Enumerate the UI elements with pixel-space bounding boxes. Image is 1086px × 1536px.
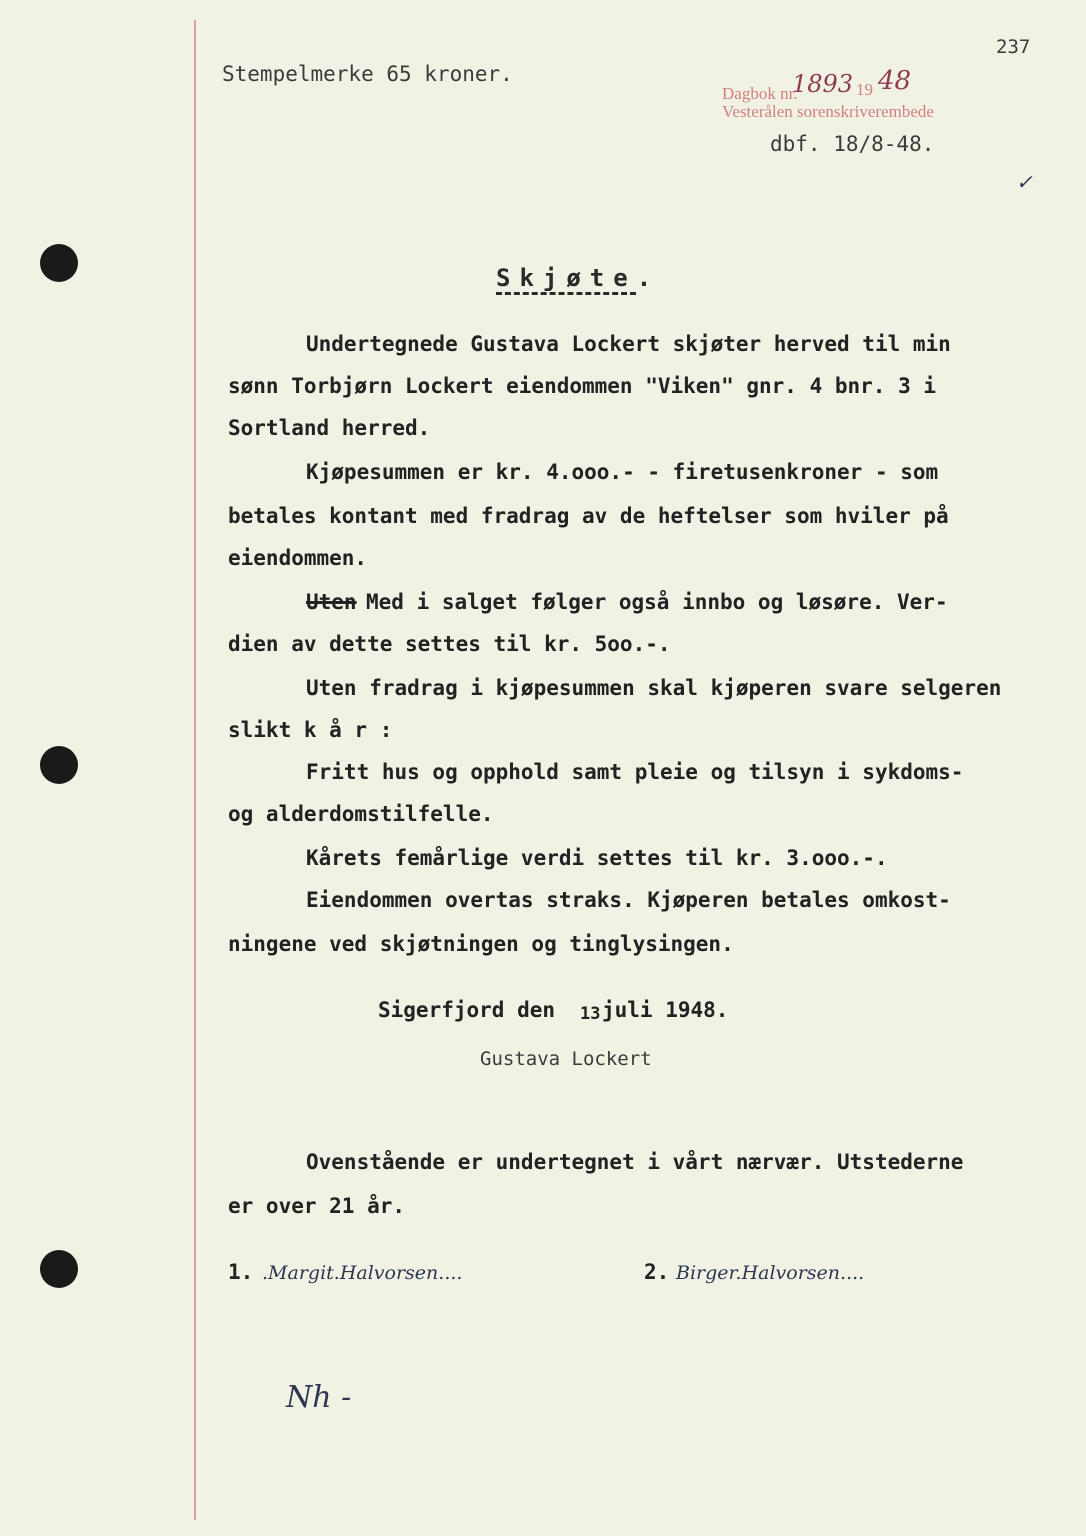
document-title: Skjøte. <box>496 264 661 292</box>
body-line: Uten fradrag i kjøpesummen skal kjøperen svare selgeren <box>306 676 1002 700</box>
witness-2-number: 2. <box>644 1260 670 1284</box>
punch-hole <box>40 746 78 784</box>
body-line: slikt k å r : <box>228 718 393 742</box>
dagbok-label: Dagbok nr. <box>722 84 798 103</box>
body-line: ningene ved skjøtningen og tinglysingen. <box>228 932 734 956</box>
initials: Nh - <box>286 1380 352 1415</box>
body-line: og alderdomstilfelle. <box>228 802 494 826</box>
margin-line <box>194 20 196 1520</box>
body-line: eiendommen. <box>228 546 368 570</box>
year-print: 19 <box>856 80 873 99</box>
year-hand: 48 <box>878 66 912 96</box>
stamp-duty: Stempelmerke 65 kroner. <box>222 62 513 86</box>
witness-statement: Ovenstående er undertegnet i vårt nærvær. Utstederne <box>306 1150 964 1174</box>
punch-hole <box>40 244 78 282</box>
witness-1-signature: .Margit.Halvorsen.... <box>262 1262 463 1284</box>
dagbok-number: 1893 <box>792 70 854 98</box>
witness-statement: er over 21 år. <box>228 1194 406 1218</box>
body-line: betales kontant med fradrag av de heftelser som hviler på <box>228 504 949 528</box>
body-line: Sortland herred. <box>228 416 431 440</box>
body-line: Undertegnede Gustava Lockert skjøter herved til min <box>306 332 951 356</box>
body-line: Med i salget følger også innbo og løsøre. Ver- <box>366 590 948 614</box>
struck-word: Uten <box>306 590 357 614</box>
signature-typed: Gustava Lockert <box>480 1048 652 1070</box>
page-number: 237 <box>996 36 1031 58</box>
body-line: dien av dette settes til kr. 5oo.-. <box>228 632 671 656</box>
witness-1-number: 1. <box>228 1260 254 1284</box>
check-mark: ✓ <box>1016 170 1033 194</box>
body-line: Eiendommen overtas straks. Kjøperen betales omkost- <box>306 888 951 912</box>
body-line: Kjøpesummen er kr. 4.ooo.- - firetusenkroner - som <box>306 460 939 484</box>
place-date: Sigerfjord den <box>378 998 556 1022</box>
witness-2-signature: Birger.Halvorsen.... <box>676 1262 865 1284</box>
dbf-reference: dbf. 18/8-48. <box>770 132 935 156</box>
punch-hole <box>40 1250 78 1288</box>
title-underline <box>496 292 636 295</box>
office-name: Vesterålen sorenskriverembede <box>722 102 934 121</box>
body-line: Fritt hus og opphold samt pleie og tilsyn i sykdoms- <box>306 760 964 784</box>
date-month-year: juli 1948. <box>602 998 729 1022</box>
date-day: 13 <box>580 1004 601 1024</box>
body-line: Kårets femårlige verdi settes til kr. 3.ooo.-. <box>306 846 888 870</box>
body-line: sønn Torbjørn Lockert eiendommen "Viken" gnr. 4 bnr. 3 i <box>228 374 937 398</box>
